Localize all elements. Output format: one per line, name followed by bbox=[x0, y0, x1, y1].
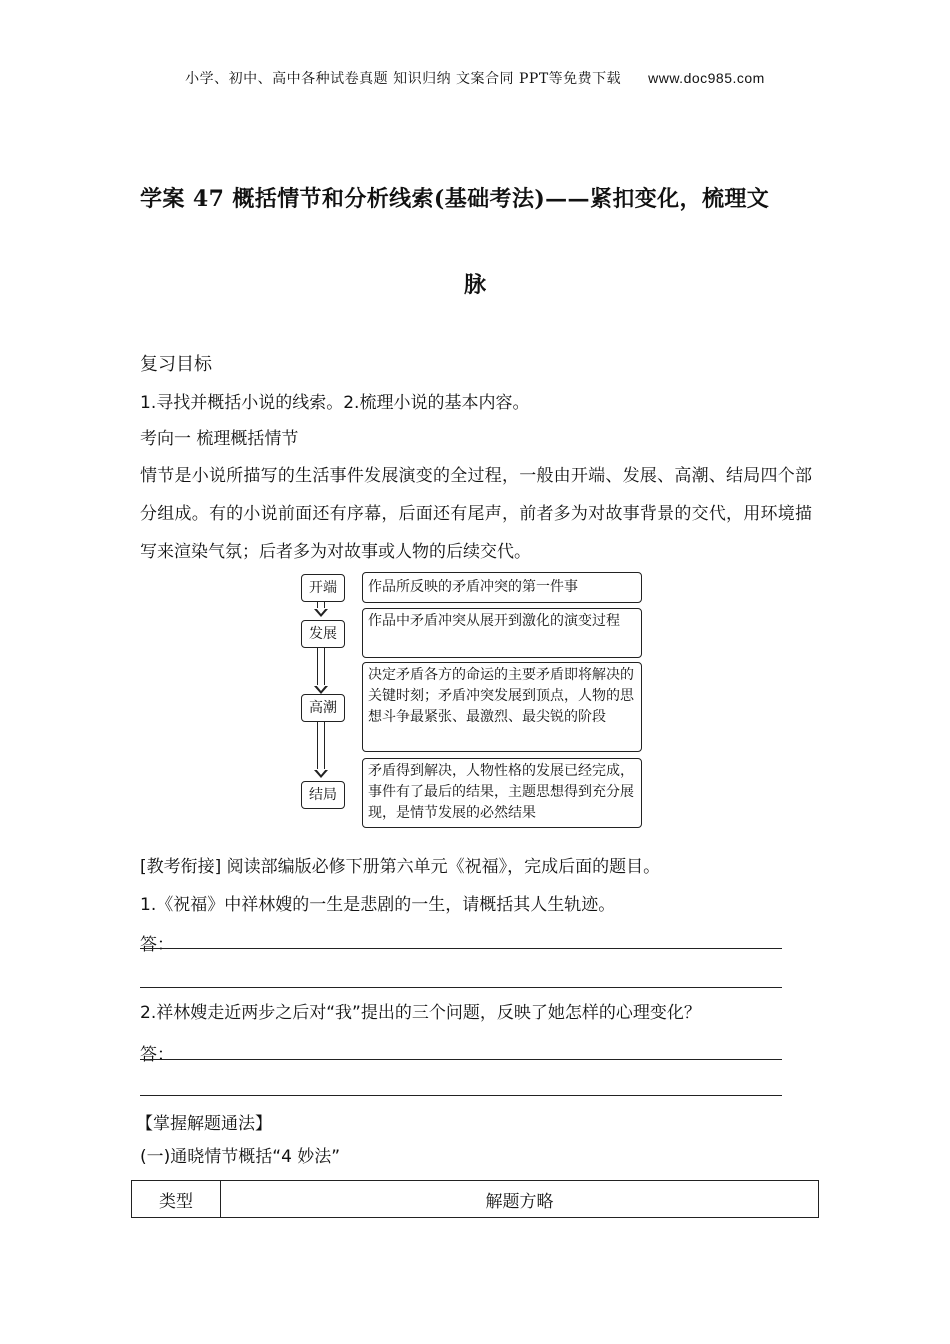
page-title-line2: 脉 bbox=[463, 272, 486, 298]
page-title-line1: 学案 47 概括情节和分析线索(基础考法)——紧扣变化，梳理文 bbox=[140, 186, 770, 212]
header-url[interactable]: www.doc985.com bbox=[648, 70, 765, 86]
section1-paragraph: 情节是小说所描写的生活事件发展演变的全过程，一般由开端、发展、高潮、结局四个部分组成。有的小说前面还有序幕，后面还有尾声，前者多为对故事背景的交代，用环境描写来渲染气氛；后者多为对故事或人物的后续交代。 bbox=[140, 466, 812, 562]
stage-node: 开端 bbox=[301, 574, 345, 602]
stage-node: 发展 bbox=[301, 620, 345, 648]
header-text: 小学、初中、高中各种试卷真题 知识归纳 文案合同 PPT等免费下载 bbox=[185, 71, 622, 87]
section1-heading: 考向一 梳理概括情节 bbox=[140, 429, 299, 449]
answer-line[interactable] bbox=[140, 1094, 782, 1096]
question-2: 2.祥林嫂走近两步之后对“我”提出的三个问题，反映了她怎样的心理变化？ bbox=[140, 1003, 701, 1023]
stage-description: 矛盾得到解决，人物性格的发展已经完成，事件有了最后的结果，主题思想得到充分展现，是情节发展的必然结果 bbox=[362, 758, 642, 828]
answer-label: 答： bbox=[140, 1045, 174, 1065]
stage-node: 高潮 bbox=[301, 694, 345, 722]
stage-description: 作品所反映的矛盾冲突的第一件事 bbox=[362, 572, 642, 603]
review-goals: 1.寻找并概括小说的线索。2.梳理小说的基本内容。 bbox=[140, 393, 530, 413]
table-header-type: 类型 bbox=[132, 1181, 221, 1218]
table-header-strategy: 解题方略 bbox=[221, 1181, 819, 1218]
methods-heading: 【掌握解题通法】 bbox=[136, 1114, 272, 1134]
task-intro: [教考衔接] 阅读部编版必修下册第六单元《祝福》，完成后面的题目。 bbox=[140, 857, 661, 877]
plot-structure-diagram bbox=[300, 570, 652, 832]
answer-line[interactable] bbox=[140, 986, 782, 988]
stage-node: 结局 bbox=[301, 781, 345, 809]
table-header-row bbox=[132, 1181, 819, 1218]
methods-table bbox=[131, 1180, 819, 1218]
answer-label: 答： bbox=[140, 935, 174, 955]
methods-subheading: (一)通晓情节概括“4 妙法” bbox=[140, 1147, 341, 1167]
question-1: 1.《祝福》中祥林嫂的一生是悲剧的一生，请概括其人生轨迹。 bbox=[140, 895, 616, 915]
answer-line[interactable] bbox=[140, 947, 782, 949]
stage-description: 作品中矛盾冲突从展开到激化的演变过程 bbox=[362, 608, 642, 658]
answer-line[interactable] bbox=[140, 1058, 782, 1060]
stage-description: 决定矛盾各方的命运的主要矛盾即将解决的关键时刻；矛盾冲突发展到顶点，人物的思想斗争最紧张、最激烈、最尖锐的阶段 bbox=[362, 662, 642, 752]
page-header bbox=[0, 68, 950, 88]
review-heading: 复习目标 bbox=[140, 354, 212, 375]
